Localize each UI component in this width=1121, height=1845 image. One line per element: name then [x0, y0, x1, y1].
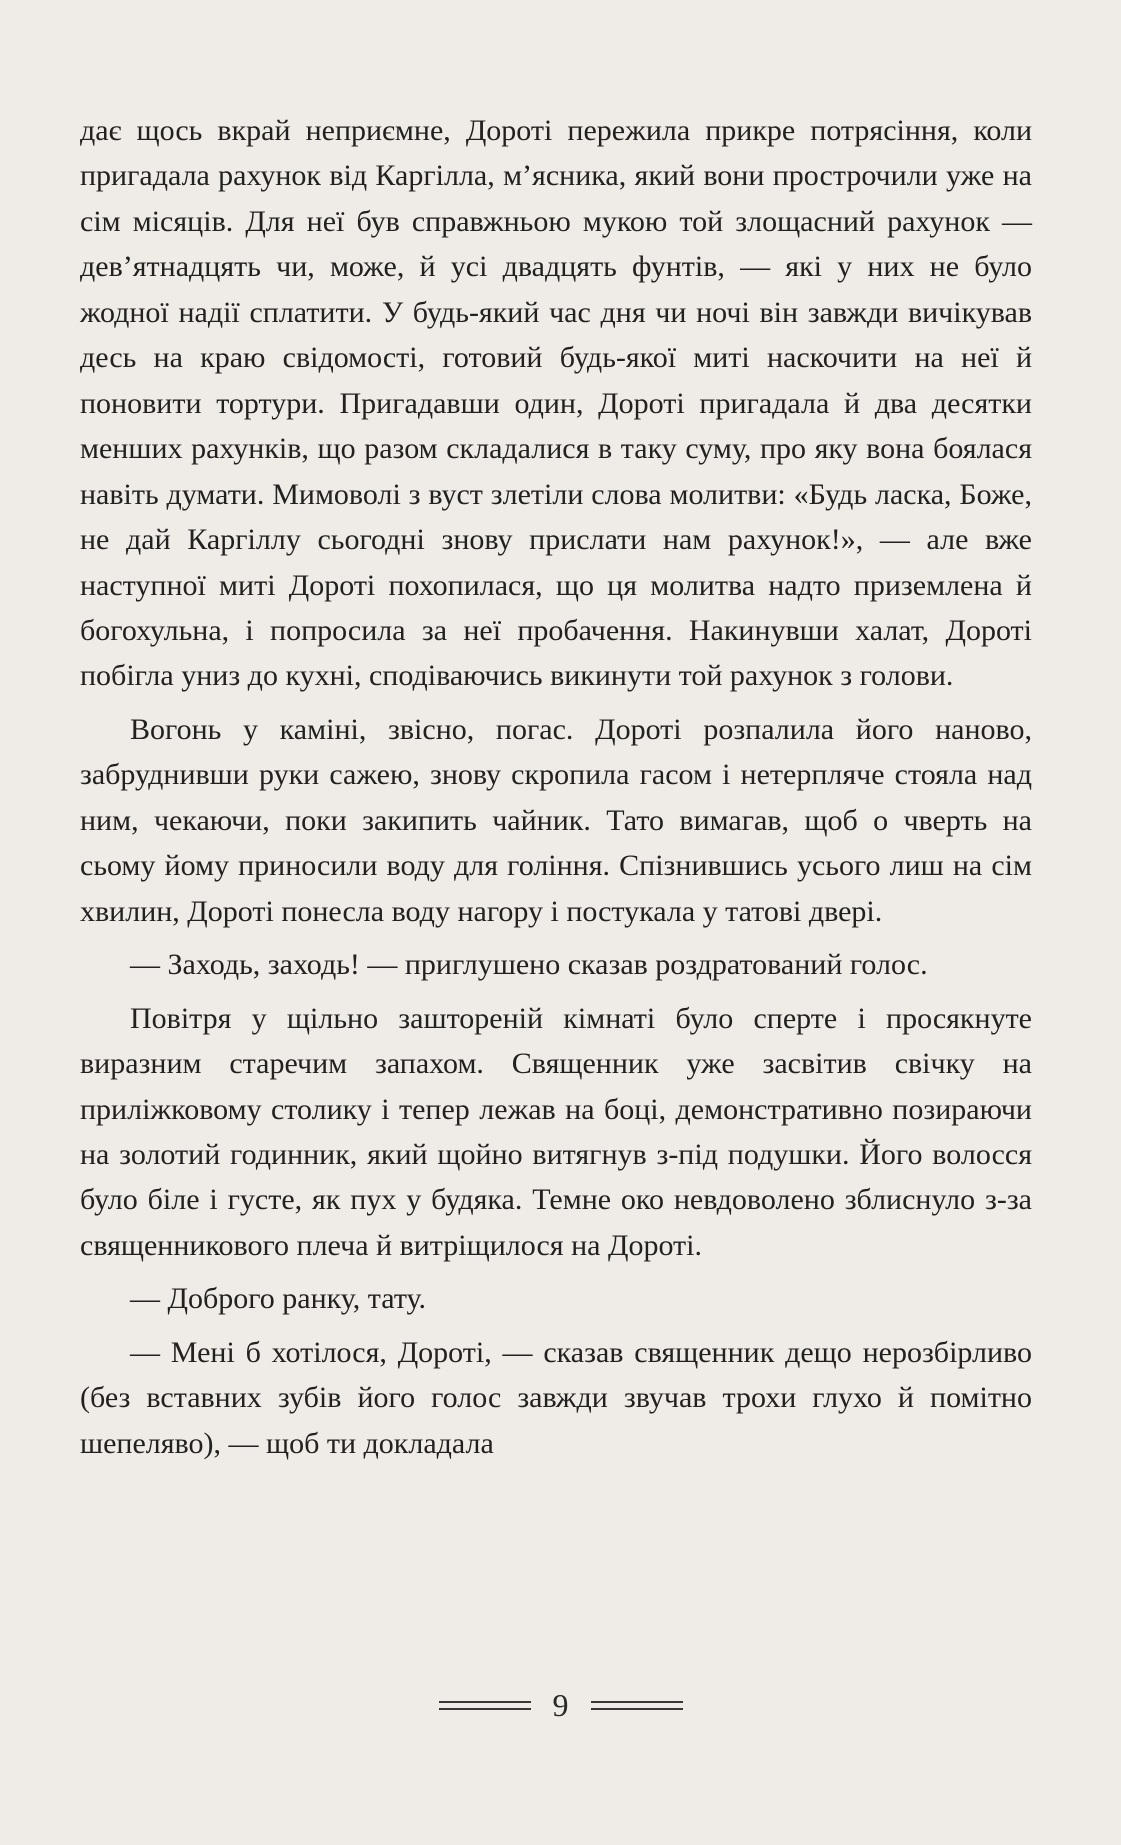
paragraph-4: Повітря у щільно зашторенiй кімнаті було сперте і просякнуте виразним старечим запахом. Священник уже засвітив свічку на приліжковому столику і тепер лежав на боці, демонстративно позираючи на золотий годинник, який щойно витягнув з-під подушки. Його волосся було біле і густе, як пух у будяка. Темне око невдоволено зблиснуло з-за священникового плеча й витріщилося на Дороті.: [80, 1001, 1032, 1262]
paragraph-2: Вогонь у каміні, звісно, погас. Дороті розпалила його наново, забруднивши руки сажею, знову скропила гасом і нетерпляче стояла над ним, чекаючи, поки закипить чайник. Тато вимагав, щоб о чверть на сьому йому приносили воду для гоління. Спізнившись усього лиш на сім хвилин, Дороті понесла воду нагору і постукала у татові двері.: [80, 712, 1032, 928]
paragraph-1: дає щось вкрай неприємне, Дороті пережила прикре потрясіння, коли пригадала рахунок від Каргілла, м’ясника, який вони прострочили уже на сім місяців. Для неї був справжньою мукою той злощасний рахунок — дев’ятнадцять чи, може, й усі двадцять фунтів, — які у них не було жодної надії сплатити. У будь-який час дня чи ночі він завжди вичікував десь на краю свідомості, готовий будь-якої миті наскочити на неї й поновити тортури. Пригадавши один, Дороті пригадала й два десятки менших рахунків, що разом складалися в таку суму, про яку вона боялася навіть думати. Мимоволі з вуст злетіли слова молитви: «Будь ласка, Боже, не дай Каргіллу сьогодні знову прислати нам рахунок!», — але вже наступної миті Дороті похопилася, що ця молитва надто приземлена й богохульна, і попросила за неї пробачення. Накинувши халат, Дороті побігла униз до кухні, сподіваючись викинути той рахунок з голови.: [80, 114, 1032, 693]
page-number: 9: [552, 1687, 569, 1723]
paragraph-6-dialogue: — Мені б хотілося, Дороті, — сказав священник дещо нерозбірливо (без вставних зубів його голос завжди звучав трохи глухо й помітно шепеляво), — щоб ти докладала: [80, 1335, 1032, 1460]
paragraph-5-dialogue: — Доброго ранку, тату.: [130, 1282, 427, 1316]
right-ornament-rule: [591, 1701, 683, 1710]
paragraph-3-dialogue: — Заходь, заходь! — приглушено сказав роздратований голос.: [130, 948, 928, 982]
page-footer: [0, 1680, 1121, 1730]
left-ornament-rule: [439, 1701, 531, 1710]
body-text: [80, 108, 1032, 1466]
